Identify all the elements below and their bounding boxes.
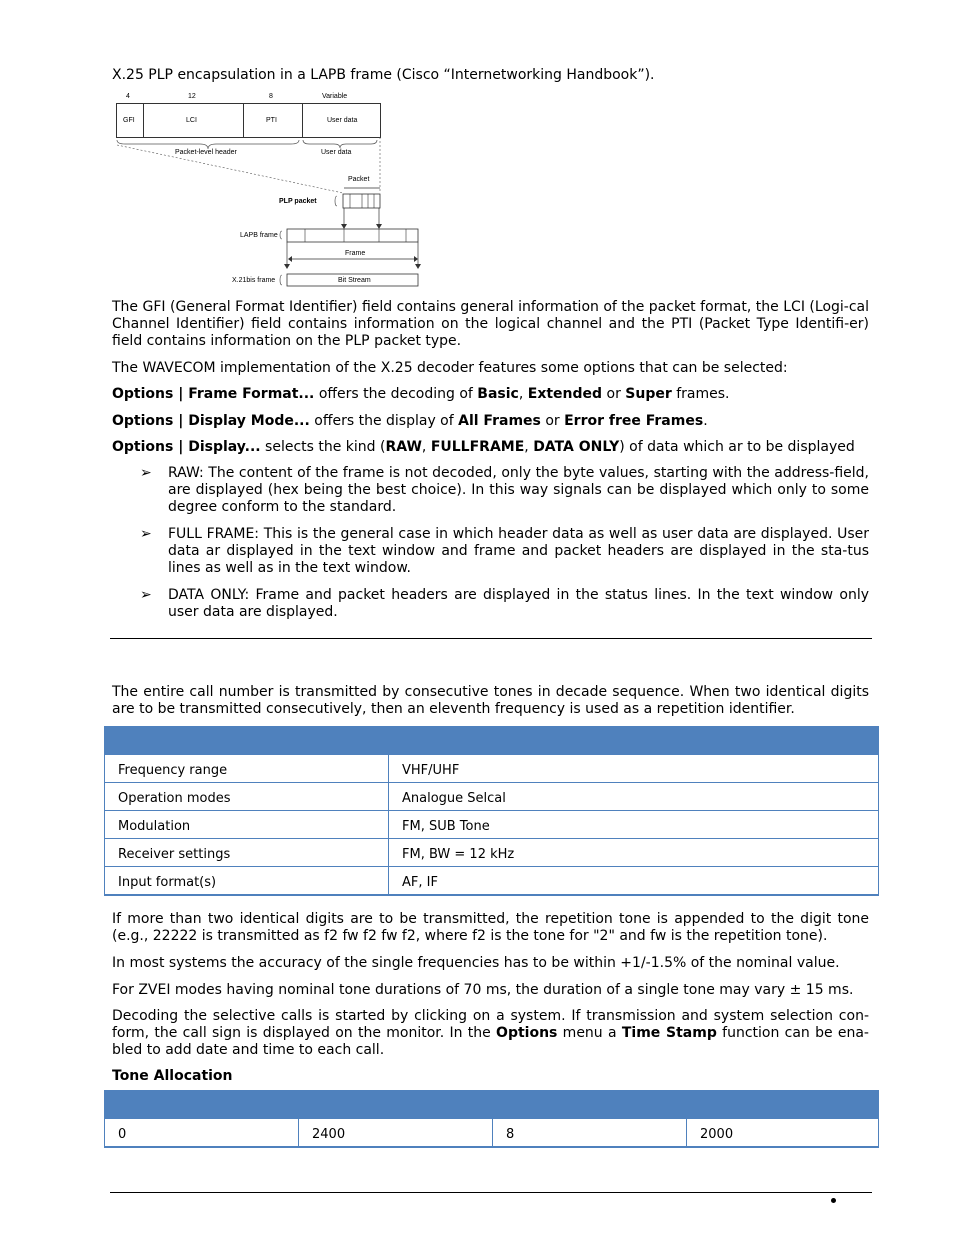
param-label: Input format(s) (105, 867, 389, 895)
pti-label: PTI (266, 117, 277, 124)
option-bold: Error free Frames (564, 413, 704, 429)
option-bold: DATA ONLY (533, 439, 620, 455)
param-label: Modulation (105, 811, 389, 839)
option-text: offers the decoding of (314, 386, 478, 402)
user-data-label: User data (327, 117, 358, 124)
option-bold: Extended (527, 386, 603, 402)
option-text: . (703, 413, 708, 429)
tone-frequency: 2000 (687, 1119, 879, 1147)
param-label: Operation modes (105, 783, 389, 811)
lapb-frame-label: LAPB frame (240, 232, 278, 239)
table-row (105, 867, 879, 895)
lci-label: LCI (186, 117, 197, 124)
tone-digit: 0 (105, 1119, 299, 1147)
param-label: Receiver settings (105, 839, 389, 867)
section-divider (110, 638, 872, 639)
tone-allocation-table (104, 1090, 879, 1148)
option-text: , (421, 439, 431, 455)
repetition-paragraph: If more than two identical digits are to be transmitted, the repetition tone is appended to the digit tone (e.g., 22222 is transmitted as f2 fw f2 fw f2, where f2 is the tone for "2" and fw is the repetition tone). (112, 911, 869, 944)
table-header-row (105, 727, 879, 755)
user-data-brace-label: User data (321, 149, 352, 156)
option-bold: All Frames (458, 413, 541, 429)
option-text: selects the kind ( (260, 439, 386, 455)
call-number-paragraph: The entire call number is transmitted by consecutive tones in decade sequence. When two identical digits are to be transmitted consecutively, then an eleventh frequency is used as a repetition identifier. (112, 684, 869, 717)
option-lead: Options | Frame Format... (112, 386, 315, 402)
frame-label: Frame (345, 250, 366, 257)
tone-digit: 8 (493, 1119, 687, 1147)
option-text: , (524, 439, 534, 455)
tone-allocation-heading: Tone Allocation (112, 1068, 233, 1084)
option-display-mode (112, 413, 869, 430)
option-text: offers the display of (309, 413, 459, 429)
option-text: ) of data which ar to be displayed (619, 439, 855, 455)
option-display (112, 439, 869, 456)
table-row (105, 783, 879, 811)
option-lead: Options | Display... (112, 439, 261, 455)
bullet-arrow-icon: ➢ (140, 526, 152, 542)
packet-label: Packet (348, 176, 370, 183)
option-text: frames. (671, 386, 730, 402)
option-lead: Options | Display Mode... (112, 413, 310, 429)
zvei-paragraph: For ZVEI modes having nominal tone durations of 70 ms, the duration of a single tone may vary ± 15 ms. (112, 982, 854, 998)
table-row (105, 1119, 879, 1147)
bits-lci: 12 (188, 93, 196, 100)
option-bold: Basic (477, 386, 519, 402)
option-bold: FULLFRAME (430, 439, 525, 455)
bullet-text: RAW: The content of the frame is not decoded, only the byte values, starting with the address-field, are displayed (hex being the best choice). In this way signals can be displayed which only to some degree conform to the standard. (168, 465, 869, 515)
param-label: Frequency range (105, 755, 389, 783)
param-value: FM, SUB Tone (389, 811, 879, 839)
table-row (105, 811, 879, 839)
table-row (105, 755, 879, 783)
table-row (105, 839, 879, 867)
option-bold: Super (625, 386, 672, 402)
figure-caption: X.25 PLP encapsulation in a LAPB frame (Cisco “Internetworking Handbook”). (112, 67, 655, 83)
plp-packet-label: PLP packet (279, 198, 317, 205)
param-value: FM, BW = 12 kHz (389, 839, 879, 867)
option-frame-format (112, 386, 869, 403)
footer-bullet-dot (831, 1198, 836, 1203)
param-value: VHF/UHF (389, 755, 879, 783)
param-value: AF, IF (389, 867, 879, 895)
bits-gfi: 4 (126, 93, 130, 100)
option-bold: RAW (385, 439, 422, 455)
option-text: , (518, 386, 528, 402)
bits-pti: 8 (269, 93, 273, 100)
option-text: or (602, 386, 626, 402)
decode-text: function can be ena-bled to add date and time to each call. (112, 1025, 869, 1058)
gfi-label: GFI (123, 117, 135, 124)
decode-text: menu a (557, 1025, 622, 1041)
decode-bold: Time Stamp (621, 1025, 717, 1041)
packet-level-header-label: Packet-level header (175, 149, 237, 156)
x21bis-frame-label: X.21bis frame (232, 277, 276, 284)
param-value: Analogue Selcal (389, 783, 879, 811)
decode-bold: Options (496, 1025, 558, 1041)
parameters-table (104, 726, 879, 896)
option-text: or (540, 413, 565, 429)
decoding-paragraph (112, 1008, 869, 1059)
gfi-paragraph: The GFI (General Format Identifier) field contains general information of the packet format, the LCI (Logi-cal Channel Identifier) field contains information on the logical channel and the PTI (Packet Type Identifi-er) field contains information on the PLP packet type. (112, 299, 869, 349)
bullet-arrow-icon: ➢ (140, 587, 152, 603)
bullet-text: DATA ONLY: Frame and packet headers are displayed in the status lines. In the text window only user data are displayed. (168, 587, 869, 620)
footer-divider (110, 1192, 872, 1193)
diagram-lines (0, 0, 954, 300)
table-header-row (105, 1091, 879, 1119)
bits-user: Variable (322, 93, 348, 100)
bit-stream-label: Bit Stream (338, 277, 371, 284)
bullet-text: FULL FRAME: This is the general case in which header data as well as user data are displayed. User data ar displayed in the text window and frame and packet headers are displayed in the sta-tus lines as well as in the text window. (168, 526, 869, 576)
accuracy-paragraph: In most systems the accuracy of the single frequencies has to be within +1/-1.5% of the nominal value. (112, 955, 840, 971)
bullet-arrow-icon: ➢ (140, 465, 152, 481)
implementation-paragraph: The WAVECOM implementation of the X.25 decoder features some options that can be selected: (112, 360, 788, 376)
tone-frequency: 2400 (299, 1119, 493, 1147)
decode-text: Decoding the selective calls is started by clicking on a system. If transmission and system selection con-form, the call sign is displayed on the monitor. In the (112, 1008, 869, 1041)
